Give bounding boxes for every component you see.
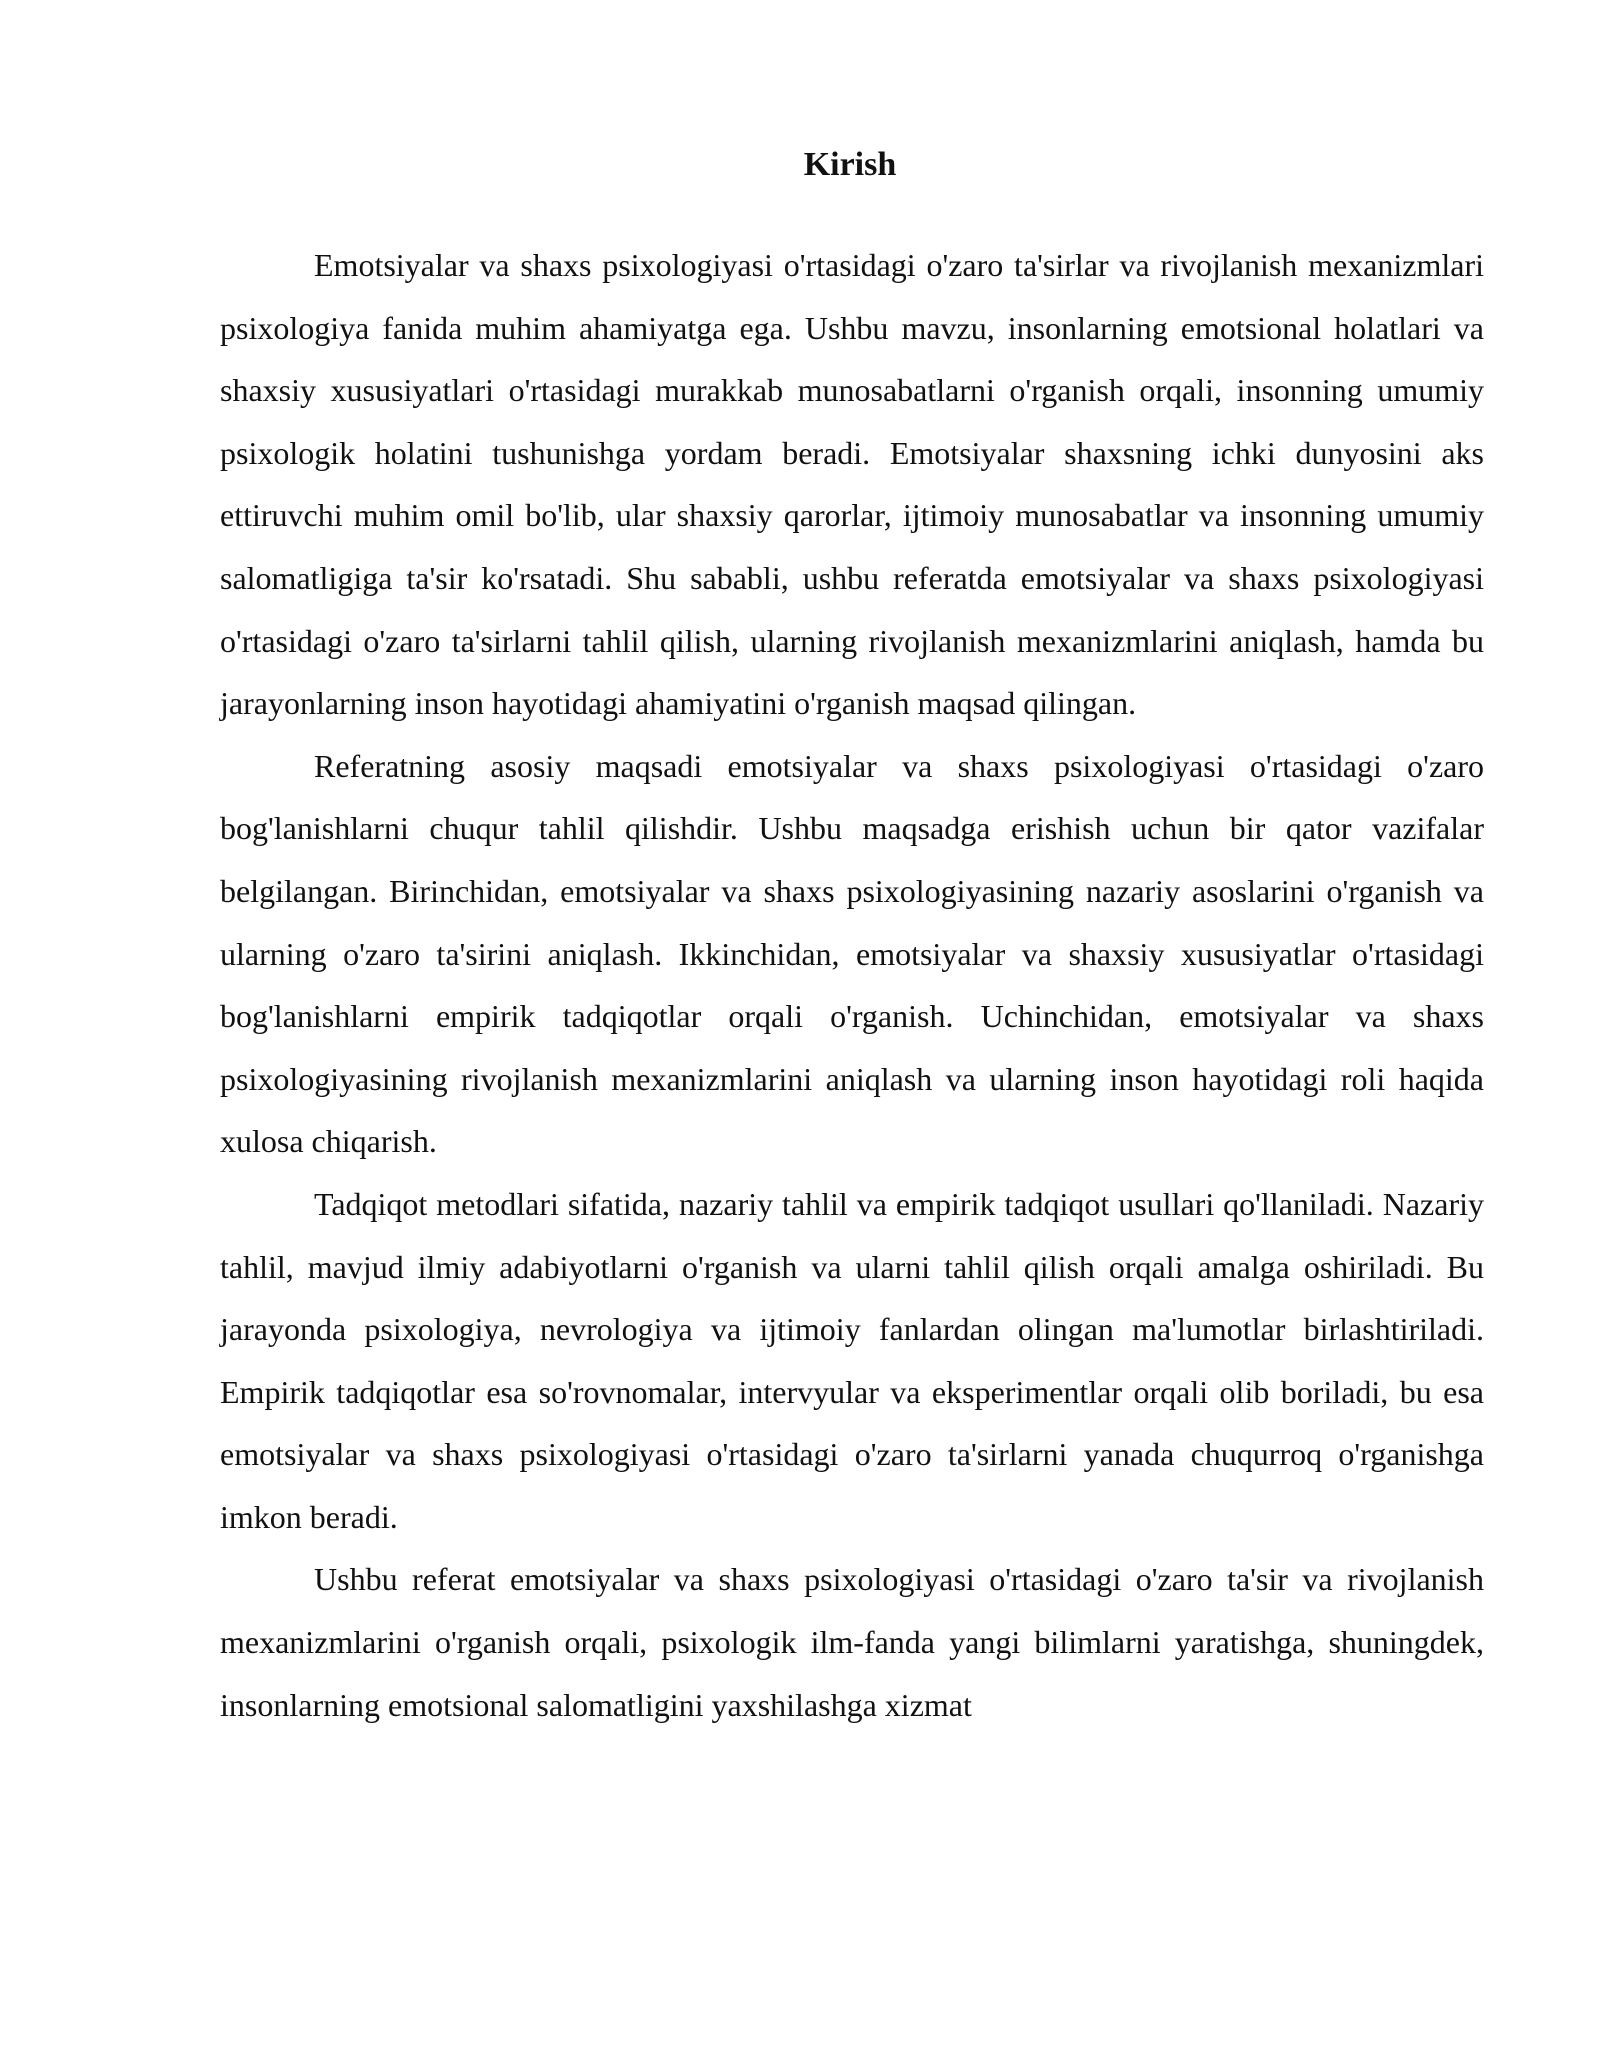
page-title: Kirish [803,146,897,183]
paragraph-goals: Referatning asosiy maqsadi emotsiyalar va shaxs psixologiyasi o'rtasidagi o'zaro bog'lanishlarni chuqur tahlil qilishdir. Ushbu maqsadga erishish uchun bir qator vazifalar belgilangan. Birinchidan, emotsiyalar va shaxs psixologiyasining nazariy asoslarini o'rganish va ularning o'zaro ta'sirini aniqlash. Ikkinchidan, emotsiyalar va shaxsiy xususiyatlar o'rtasidagi bog'lanishlarni empirik tadqiqotlar orqali o'rganish. Uchinchidan, emotsiyalar va shaxs psixologiyasining rivojlanish mexanizmlarini aniqlash va ularning inson hayotidagi roli haqida xulosa chiqarish. [220,747,1484,1160]
document-body [220,234,1484,1736]
paragraph-methods: Tadqiqot metodlari sifatida, nazariy tahlil va empirik tadqiqot usullari qo'llaniladi. Nazariy tahlil, mavjud ilmiy adabiyotlarni o'rganish va ularni tahlil qilish orqali amalga oshiriladi. Bu jarayonda psixologiya, nevrologiya va ijtimoiy fanlardan olingan ma'lumotlar birlashtiriladi. Empirik tadqiqotlar esa so'rovnomalar, intervyular va eksperimentlar orqali olib boriladi, bu esa emotsiyalar va shaxs psixologiyasi o'rtasidagi o'zaro ta'sirlarni yanada chuqurroq o'rganishga imkon beradi. [220,1185,1484,1535]
paragraph-conclusion-partial: Ushbu referat emotsiyalar va shaxs psixologiyasi o'rtasidagi o'zaro ta'sir va rivojlanish mexanizmlarini o'rganish orqali, psixologik ilm-fanda yangi bilimlarni yaratishga, shuningdek, insonlarning emotsional salomatligini yaxshilashga xizmat [220,1561,1484,1723]
paragraph-introduction: Emotsiyalar va shaxs psixologiyasi o'rtasidagi o'zaro ta'sirlar va rivojlanish mexanizmlari psixologiya fanida muhim ahamiyatga ega. Ushbu mavzu, insonlarning emotsional holatlari va shaxsiy xususiyatlari o'rtasidagi murakkab munosabatlarni o'rganish orqali, insonning umumiy psixologik holatini tushunishga yordam beradi. Emotsiyalar shaxsning ichki dunyosini aks ettiruvchi muhim omil bo'lib, ular shaxsiy qarorlar, ijtimoiy munosabatlar va insonning umumiy salomatligiga ta'sir ko'rsatadi. Shu sababli, ushbu referatda emotsiyalar va shaxs psixologiyasi o'rtasidagi o'zaro ta'sirlarni tahlil qilish, ularning rivojlanish mexanizmlarini aniqlash, hamda bu jarayonlarning inson hayotidagi ahamiyatini o'rganish maqsad qilingan. [220,247,1484,722]
